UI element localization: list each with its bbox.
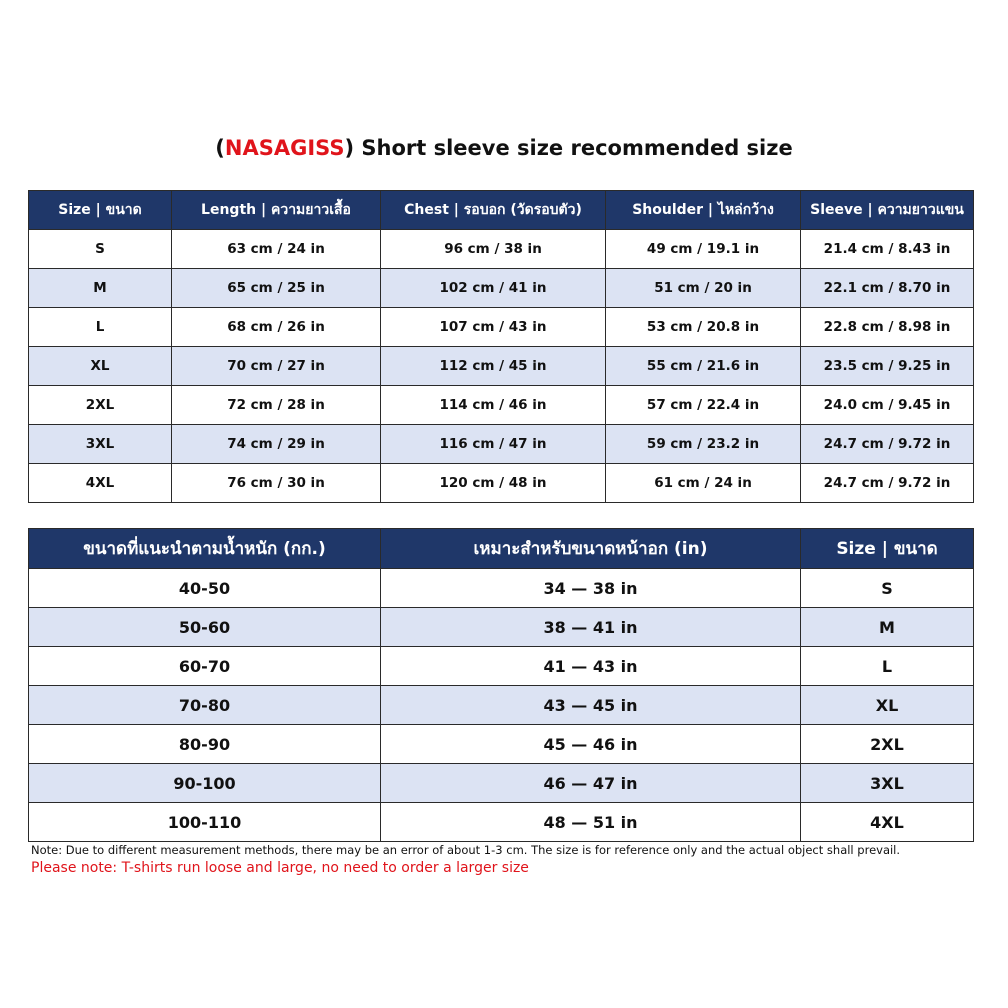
weight-table-cell: 3XL bbox=[801, 764, 974, 803]
size-table-cell: 72 cm / 28 in bbox=[172, 386, 381, 425]
size-table-cell: 114 cm / 46 in bbox=[381, 386, 606, 425]
size-table-row bbox=[29, 425, 974, 464]
size-table-cell: 24.7 cm / 9.72 in bbox=[801, 425, 974, 464]
brand-name: NASAGISS bbox=[224, 136, 345, 160]
weight-table-body bbox=[29, 569, 974, 842]
weight-table-cell: 38 — 41 in bbox=[381, 608, 801, 647]
measurement-note: Note: Due to different measurement methods, there may be an error of about 1-3 cm. The size is for reference only and the actual object shall prevail. bbox=[31, 843, 901, 857]
size-table-cell: 59 cm / 23.2 in bbox=[606, 425, 801, 464]
weight-table-cell: M bbox=[801, 608, 974, 647]
weight-table-row bbox=[29, 725, 974, 764]
size-table-cell: 55 cm / 21.6 in bbox=[606, 347, 801, 386]
size-table-cell: 70 cm / 27 in bbox=[172, 347, 381, 386]
weight-table-header-cell: Size | ขนาด bbox=[801, 529, 974, 569]
weight-table-cell: 34 — 38 in bbox=[381, 569, 801, 608]
weight-table-row bbox=[29, 647, 974, 686]
weight-recommendation-table bbox=[28, 528, 974, 842]
size-table-cell: S bbox=[29, 230, 172, 269]
weight-table-row bbox=[29, 686, 974, 725]
size-table-row bbox=[29, 347, 974, 386]
size-table-cell: 24.7 cm / 9.72 in bbox=[801, 464, 974, 503]
weight-table-row bbox=[29, 764, 974, 803]
weight-table-cell: L bbox=[801, 647, 974, 686]
weight-table-cell: 45 — 46 in bbox=[381, 725, 801, 764]
size-table-cell: 76 cm / 30 in bbox=[172, 464, 381, 503]
size-table-cell: L bbox=[29, 308, 172, 347]
size-table-cell: 49 cm / 19.1 in bbox=[606, 230, 801, 269]
size-table-row bbox=[29, 269, 974, 308]
size-table-cell: 21.4 cm / 8.43 in bbox=[801, 230, 974, 269]
weight-table-row bbox=[29, 803, 974, 842]
size-table-cell: 23.5 cm / 9.25 in bbox=[801, 347, 974, 386]
size-table-cell: 116 cm / 47 in bbox=[381, 425, 606, 464]
size-measurement-table bbox=[28, 190, 974, 503]
size-table-header-cell: Size | ขนาด bbox=[29, 191, 172, 230]
fit-note: Please note: T-shirts run loose and large, no need to order a larger size bbox=[31, 860, 529, 876]
size-table-cell: 74 cm / 29 in bbox=[172, 425, 381, 464]
size-table-cell: 57 cm / 22.4 in bbox=[606, 386, 801, 425]
size-table-body bbox=[29, 230, 974, 503]
weight-table-row bbox=[29, 608, 974, 647]
size-table-cell: 96 cm / 38 in bbox=[381, 230, 606, 269]
title-open-paren: ( bbox=[215, 136, 225, 160]
size-table-cell: 68 cm / 26 in bbox=[172, 308, 381, 347]
weight-table-header-row bbox=[29, 529, 974, 569]
weight-table-cell: 40-50 bbox=[29, 569, 381, 608]
size-table-cell: 24.0 cm / 9.45 in bbox=[801, 386, 974, 425]
weight-table-cell: 4XL bbox=[801, 803, 974, 842]
weight-table-header-cell: เหมาะสำหรับขนาดหน้าอก (in) bbox=[381, 529, 801, 569]
size-table-row bbox=[29, 308, 974, 347]
size-table-cell: 107 cm / 43 in bbox=[381, 308, 606, 347]
weight-table-row bbox=[29, 569, 974, 608]
size-table-cell: 22.8 cm / 8.98 in bbox=[801, 308, 974, 347]
weight-table-cell: 50-60 bbox=[29, 608, 381, 647]
size-table-cell: 4XL bbox=[29, 464, 172, 503]
size-table-header-cell: Sleeve | ความยาวแขน bbox=[801, 191, 974, 230]
size-table-cell: 53 cm / 20.8 in bbox=[606, 308, 801, 347]
weight-table-cell: 60-70 bbox=[29, 647, 381, 686]
size-table-cell: 2XL bbox=[29, 386, 172, 425]
weight-table-cell: S bbox=[801, 569, 974, 608]
size-table-row bbox=[29, 386, 974, 425]
size-table-cell: 22.1 cm / 8.70 in bbox=[801, 269, 974, 308]
weight-table-cell: XL bbox=[801, 686, 974, 725]
weight-table-cell: 41 — 43 in bbox=[381, 647, 801, 686]
weight-table-cell: 90-100 bbox=[29, 764, 381, 803]
weight-table-cell: 70-80 bbox=[29, 686, 381, 725]
size-table-cell: 102 cm / 41 in bbox=[381, 269, 606, 308]
size-table-cell: 112 cm / 45 in bbox=[381, 347, 606, 386]
page-title bbox=[0, 136, 1008, 160]
size-table-cell: 3XL bbox=[29, 425, 172, 464]
weight-table-cell: 46 — 47 in bbox=[381, 764, 801, 803]
weight-table-cell: 43 — 45 in bbox=[381, 686, 801, 725]
title-text: ) Short sleeve size recommended size bbox=[344, 136, 793, 160]
size-table-header-cell: Chest | รอบอก (วัดรอบตัว) bbox=[381, 191, 606, 230]
size-table-cell: 63 cm / 24 in bbox=[172, 230, 381, 269]
weight-table-header-cell: ขนาดที่แนะนำตามน้ำหนัก (กก.) bbox=[29, 529, 381, 569]
size-table-cell: M bbox=[29, 269, 172, 308]
weight-table-cell: 100-110 bbox=[29, 803, 381, 842]
weight-table-cell: 2XL bbox=[801, 725, 974, 764]
size-table-cell: 120 cm / 48 in bbox=[381, 464, 606, 503]
size-table-cell: XL bbox=[29, 347, 172, 386]
weight-table-cell: 80-90 bbox=[29, 725, 381, 764]
size-table-row bbox=[29, 464, 974, 503]
weight-table-cell: 48 — 51 in bbox=[381, 803, 801, 842]
size-table-header-cell: Shoulder | ไหล่กว้าง bbox=[606, 191, 801, 230]
size-table-header-cell: Length | ความยาวเสื้อ bbox=[172, 191, 381, 230]
size-table-cell: 51 cm / 20 in bbox=[606, 269, 801, 308]
size-table-header-row bbox=[29, 191, 974, 230]
size-table-cell: 65 cm / 25 in bbox=[172, 269, 381, 308]
size-table-cell: 61 cm / 24 in bbox=[606, 464, 801, 503]
size-table-row bbox=[29, 230, 974, 269]
